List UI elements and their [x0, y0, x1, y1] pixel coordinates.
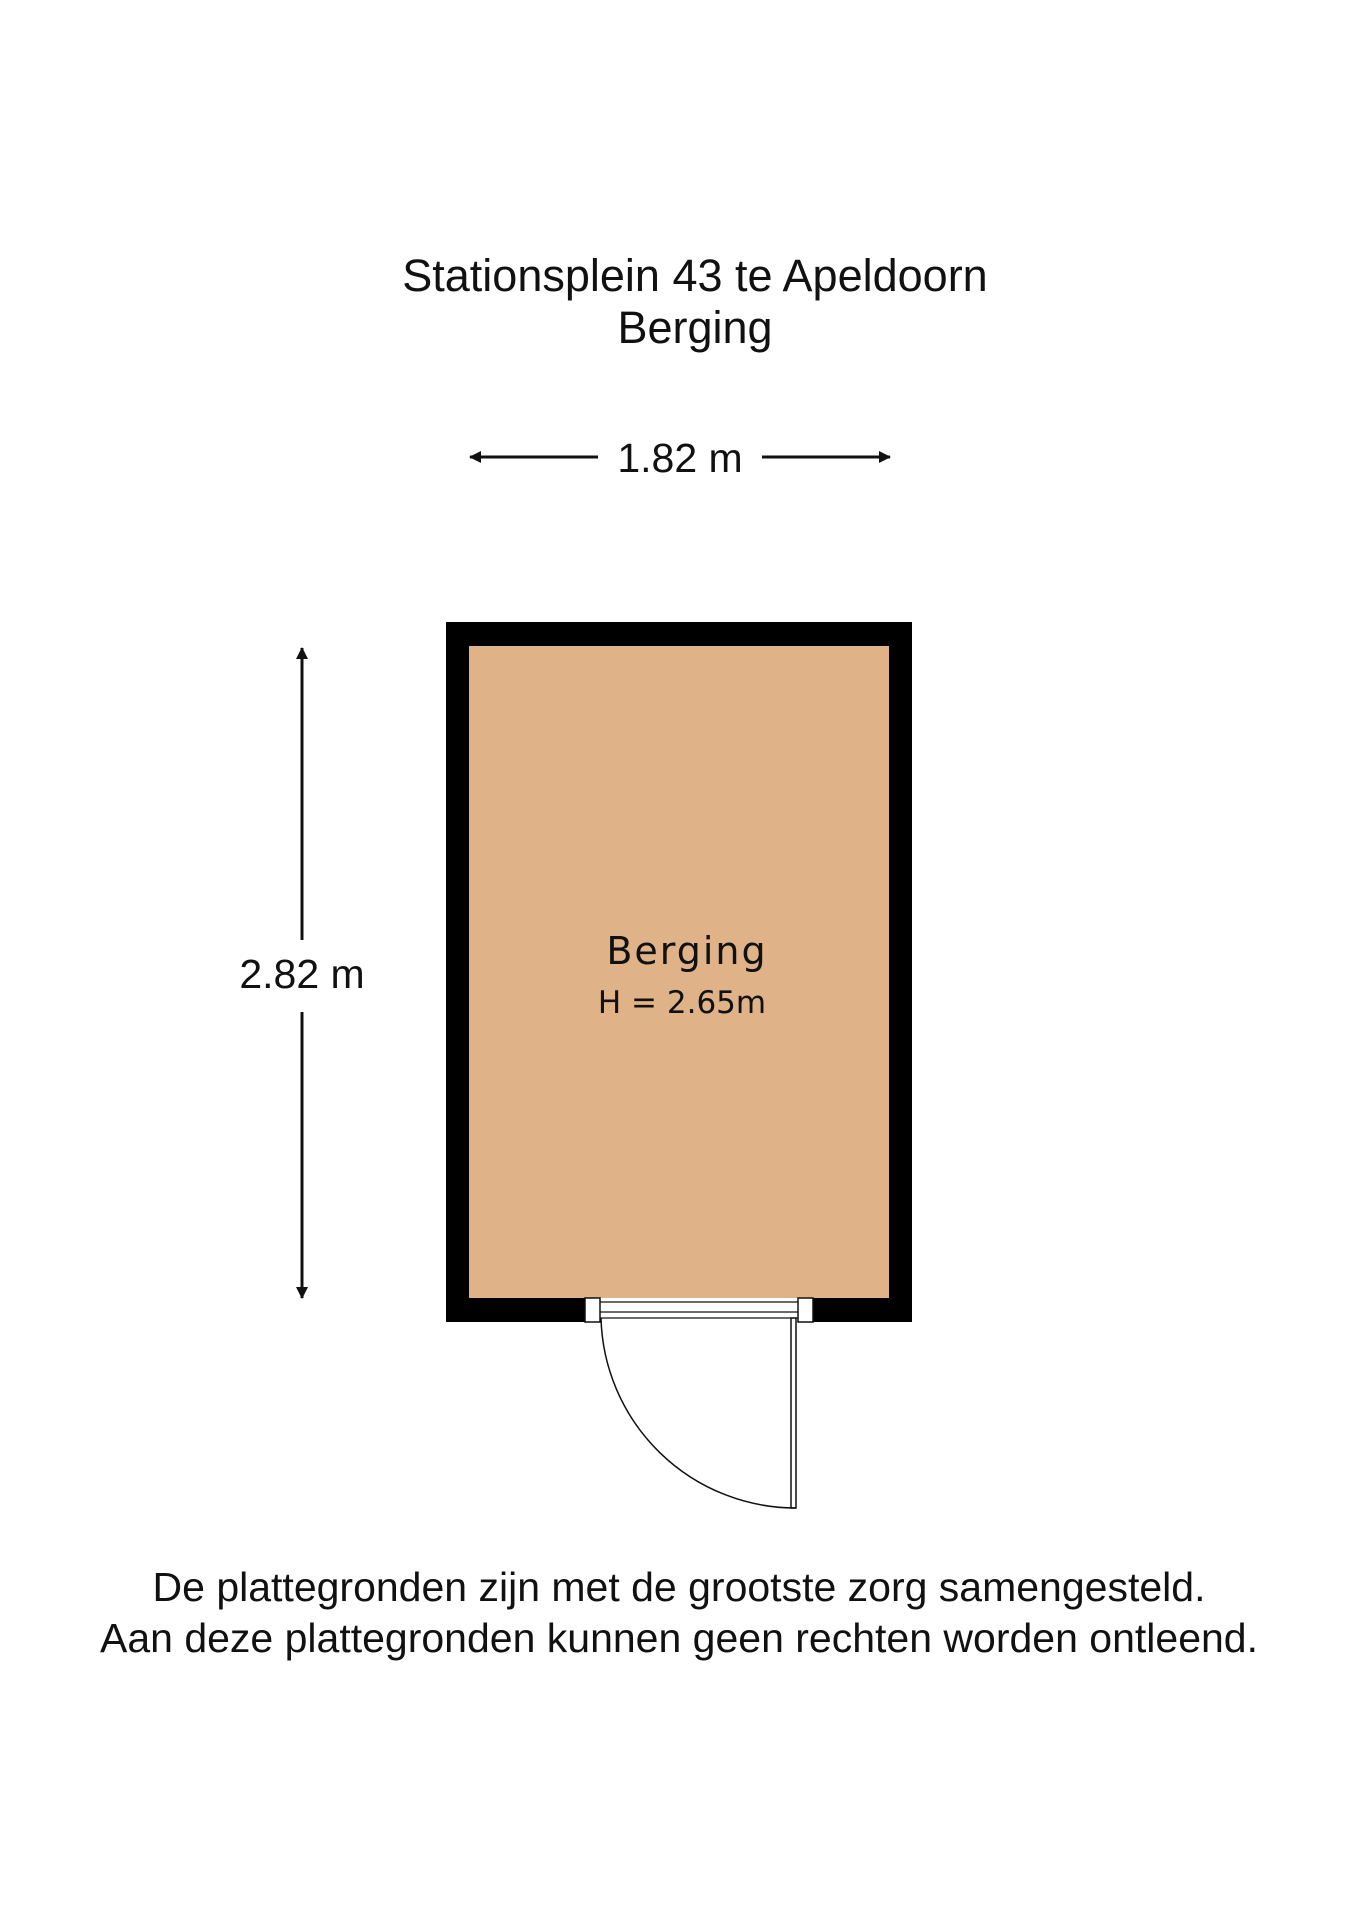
door-opening — [585, 1298, 813, 1322]
floor-title: Berging — [617, 302, 773, 353]
width-dimension — [470, 435, 890, 481]
depth-dimension — [239, 648, 364, 1298]
depth-dimension-label: 2.82 m — [239, 951, 365, 997]
disclaimer — [0, 1562, 1358, 1664]
room-height-label: H = 2.65m — [597, 985, 767, 1021]
door-swing-arc — [601, 1318, 796, 1508]
disclaimer-line-2: Aan deze plattegronden kunnen geen rechten worden ontleend. — [99, 1615, 1258, 1661]
door-icon — [601, 1318, 796, 1508]
door-jamb-left — [585, 1298, 600, 1322]
door-jamb-right — [798, 1298, 813, 1322]
disclaimer-line-1: De plattegronden zijn met de grootste zorg samengesteld. — [152, 1564, 1206, 1610]
door-leaf — [791, 1318, 796, 1508]
room-name-label: Berging — [606, 929, 768, 973]
address-title: Stationsplein 43 te Apeldoorn — [402, 250, 988, 301]
width-dimension-label: 1.82 m — [617, 435, 743, 481]
